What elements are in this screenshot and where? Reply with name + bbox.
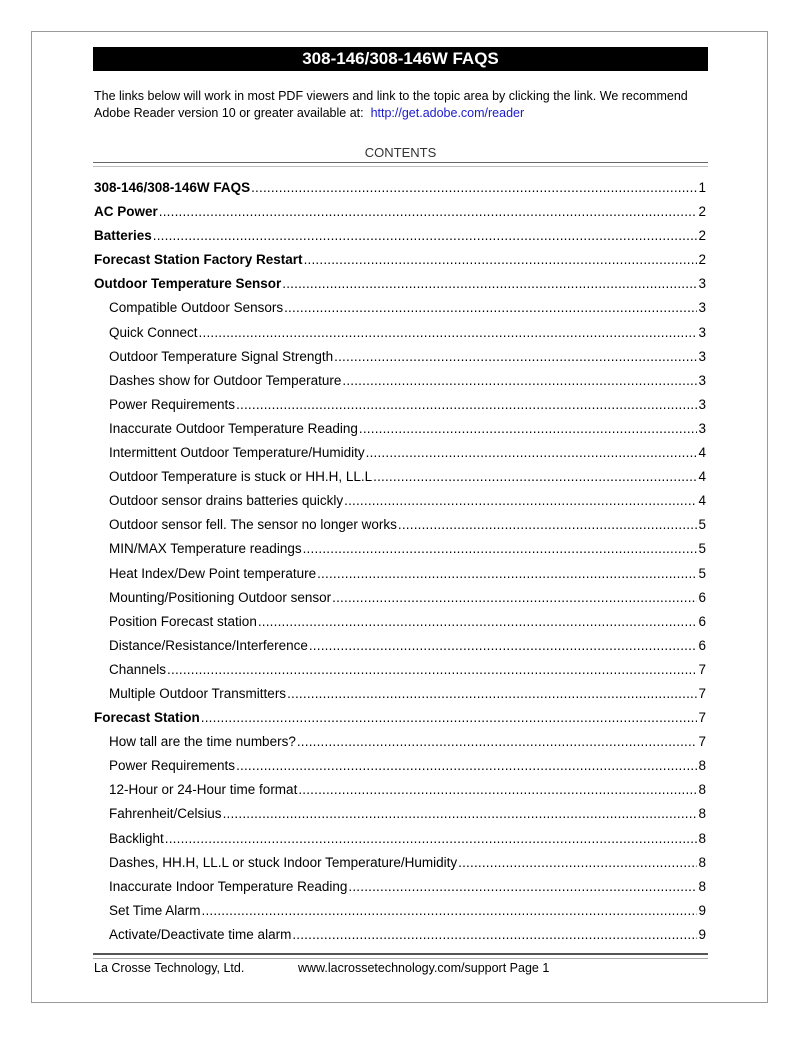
- toc-entry[interactable]: [94, 706, 706, 730]
- toc-dot-leader: [317, 562, 697, 586]
- toc-entry-title: Inaccurate Outdoor Temperature Reading: [109, 420, 358, 436]
- toc-dot-leader: [284, 296, 697, 320]
- table-of-contents: [94, 176, 706, 947]
- toc-dot-leader: [153, 224, 698, 248]
- toc-dot-leader: [458, 851, 697, 875]
- toc-entry-title: Multiple Outdoor Transmitters: [109, 685, 287, 701]
- toc-entry-page: 3: [698, 420, 706, 436]
- toc-entry-page: 7: [698, 661, 706, 677]
- toc-entry[interactable]: [94, 296, 706, 320]
- toc-entry-page: 8: [698, 806, 706, 822]
- toc-entry-page: 8: [698, 758, 706, 774]
- toc-entry[interactable]: [94, 730, 706, 754]
- toc-dot-leader: [223, 802, 698, 826]
- toc-entry[interactable]: [94, 441, 706, 465]
- toc-dot-leader: [258, 610, 698, 634]
- toc-dot-leader: [359, 417, 698, 441]
- toc-entry-page: 3: [698, 396, 706, 412]
- toc-entry[interactable]: [94, 417, 706, 441]
- toc-dot-leader: [304, 248, 698, 272]
- toc-entry-title: Channels: [109, 661, 167, 677]
- toc-entry-title: Outdoor Temperature Sensor: [94, 276, 282, 292]
- toc-entry[interactable]: [94, 851, 706, 875]
- toc-entry-title: MIN/MAX Temperature readings: [109, 541, 302, 557]
- document-title: 308-146/308-146W FAQS: [93, 47, 708, 71]
- toc-entry[interactable]: [94, 682, 706, 706]
- toc-entry-page: 2: [698, 228, 706, 244]
- toc-entry[interactable]: [94, 658, 706, 682]
- toc-entry[interactable]: [94, 586, 706, 610]
- footer-divider: [93, 953, 708, 959]
- toc-entry-title: Intermittent Outdoor Temperature/Humidity: [109, 445, 365, 461]
- toc-entry-title: Batteries: [94, 228, 152, 244]
- toc-entry[interactable]: [94, 513, 706, 537]
- toc-entry[interactable]: [94, 754, 706, 778]
- toc-dot-leader: [202, 899, 698, 923]
- toc-entry-page: 4: [698, 469, 706, 485]
- toc-entry[interactable]: [94, 224, 706, 248]
- toc-entry[interactable]: [94, 200, 706, 224]
- toc-dot-leader: [309, 634, 698, 658]
- toc-entry-page: 3: [698, 372, 706, 388]
- toc-entry-page: 9: [698, 926, 706, 942]
- toc-entry-title: Backlight: [109, 830, 164, 846]
- toc-entry-title: Quick Connect: [109, 324, 198, 340]
- toc-entry-title: Fahrenheit/Celsius: [109, 806, 222, 822]
- toc-dot-leader: [199, 321, 698, 345]
- toc-entry-title: AC Power: [94, 204, 158, 220]
- toc-entry-title: Outdoor Temperature is stuck or HH.H, LL.L: [109, 469, 373, 485]
- toc-dot-leader: [398, 513, 698, 537]
- toc-entry-page: 3: [698, 276, 706, 292]
- toc-entry-title: 308-146/308-146W FAQS: [94, 180, 251, 195]
- toc-dot-leader: [342, 369, 697, 393]
- toc-dot-leader: [366, 441, 698, 465]
- toc-entry-page: 7: [698, 710, 706, 726]
- toc-dot-leader: [344, 489, 697, 513]
- toc-entry-page: 8: [698, 830, 706, 846]
- toc-entry-page: 8: [698, 878, 706, 894]
- toc-entry[interactable]: [94, 923, 706, 947]
- toc-entry[interactable]: [94, 875, 706, 899]
- toc-entry[interactable]: [94, 272, 706, 296]
- toc-entry-page: 6: [698, 589, 706, 605]
- toc-entry-page: 1: [698, 180, 706, 195]
- toc-dot-leader: [334, 345, 697, 369]
- toc-entry-title: Mounting/Positioning Outdoor sensor: [109, 589, 332, 605]
- contents-divider: [93, 162, 708, 167]
- toc-dot-leader: [332, 586, 697, 610]
- toc-entry[interactable]: [94, 369, 706, 393]
- toc-entry[interactable]: [94, 489, 706, 513]
- toc-dot-leader: [236, 754, 697, 778]
- adobe-reader-link[interactable]: http://get.adobe.com/reader: [370, 105, 525, 120]
- toc-entry[interactable]: [94, 176, 706, 200]
- toc-entry[interactable]: [94, 610, 706, 634]
- toc-entry-title: Set Time Alarm: [109, 902, 201, 918]
- toc-dot-leader: [348, 875, 697, 899]
- toc-entry[interactable]: [94, 562, 706, 586]
- toc-entry-title: Forecast Station: [94, 710, 200, 726]
- toc-entry-page: 6: [698, 613, 706, 629]
- toc-entry-title: Position Forecast station: [109, 613, 257, 629]
- intro-text: The links below will work in most PDF viewers and link to the topic area by clicking the link. We recommend Adobe Reader version 10 or greater available at:: [94, 89, 688, 120]
- toc-entry[interactable]: [94, 321, 706, 345]
- toc-entry[interactable]: [94, 393, 706, 417]
- toc-entry-title: Outdoor Temperature Signal Strength: [109, 348, 334, 364]
- toc-entry-title: Inaccurate Indoor Temperature Reading: [109, 878, 348, 894]
- toc-entry[interactable]: [94, 465, 706, 489]
- toc-entry-page: 7: [698, 685, 706, 701]
- toc-entry-page: 9: [698, 902, 706, 918]
- contents-heading: CONTENTS: [364, 145, 437, 160]
- toc-entry[interactable]: [94, 778, 706, 802]
- toc-entry-page: 8: [698, 782, 706, 798]
- toc-entry[interactable]: [94, 345, 706, 369]
- toc-entry-title: Dashes show for Outdoor Temperature: [109, 372, 342, 388]
- toc-entry-title: Power Requirements: [109, 758, 236, 774]
- intro-paragraph: [94, 88, 706, 121]
- toc-dot-leader: [236, 393, 697, 417]
- toc-dot-leader: [373, 465, 697, 489]
- toc-entry-title: Forecast Station Factory Restart: [94, 252, 303, 268]
- toc-entry[interactable]: [94, 899, 706, 923]
- toc-entry-page: 5: [698, 541, 706, 557]
- toc-dot-leader: [282, 272, 697, 296]
- toc-entry-title: Compatible Outdoor Sensors: [109, 300, 284, 316]
- toc-entry-title: Heat Index/Dew Point temperature: [109, 565, 317, 581]
- toc-entry-page: 4: [698, 445, 706, 461]
- toc-entry-title: Distance/Resistance/Interference: [109, 637, 308, 653]
- toc-entry-page: 3: [698, 300, 706, 316]
- toc-entry[interactable]: [94, 802, 706, 826]
- toc-entry-page: 4: [698, 493, 706, 509]
- toc-dot-leader: [297, 730, 698, 754]
- toc-dot-leader: [165, 827, 698, 851]
- toc-entry-title: Outdoor sensor fell. The sensor no longer works: [109, 517, 397, 533]
- toc-entry-page: 7: [698, 734, 706, 750]
- toc-entry-page: 3: [698, 324, 706, 340]
- toc-dot-leader: [298, 778, 697, 802]
- toc-entry-title: 12-Hour or 24-Hour time format: [109, 782, 298, 798]
- toc-entry-title: Power Requirements: [109, 396, 236, 412]
- toc-entry-page: 3: [698, 348, 706, 364]
- toc-entry-title: Dashes, HH.H, LL.L or stuck Indoor Temperature/Humidity: [109, 854, 458, 870]
- toc-dot-leader: [292, 923, 697, 947]
- toc-entry-page: 8: [698, 854, 706, 870]
- toc-dot-leader: [159, 200, 698, 224]
- toc-entry[interactable]: [94, 634, 706, 658]
- footer-support-page: www.lacrossetechnology.com/support Page 1: [298, 961, 550, 975]
- toc-entry-page: 6: [698, 637, 706, 653]
- toc-entry[interactable]: [94, 248, 706, 272]
- toc-dot-leader: [303, 537, 698, 561]
- toc-entry-page: 2: [698, 252, 706, 268]
- toc-entry-page: 5: [698, 517, 706, 533]
- toc-entry[interactable]: [94, 827, 706, 851]
- toc-dot-leader: [287, 682, 697, 706]
- toc-entry-page: 2: [698, 204, 706, 220]
- toc-entry-title: How tall are the time numbers?: [109, 734, 296, 750]
- toc-dot-leader: [251, 176, 697, 200]
- footer-company: La Crosse Technology, Ltd.: [94, 961, 245, 975]
- toc-entry[interactable]: [94, 537, 706, 561]
- toc-entry-title: Outdoor sensor drains batteries quickly: [109, 493, 344, 509]
- toc-dot-leader: [167, 658, 697, 682]
- toc-entry-title: Activate/Deactivate time alarm: [109, 926, 292, 942]
- toc-entry-page: 5: [698, 565, 706, 581]
- toc-dot-leader: [201, 706, 698, 730]
